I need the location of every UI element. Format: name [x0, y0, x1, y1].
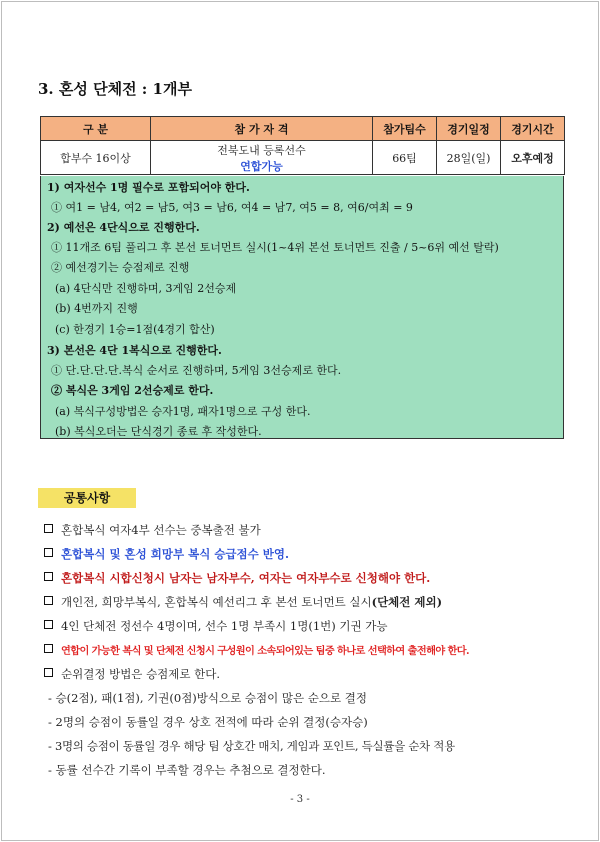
note-5: ② 예선경기는 승점제로 진행: [51, 261, 190, 274]
table-header-row: [41, 117, 565, 141]
note-1: 1) 여자선수 1명 필수로 포함되어야 한다.: [47, 181, 250, 194]
header-qualification: 참 가 자 격: [151, 117, 373, 141]
qualification-line2: 연합가능: [240, 159, 283, 173]
list-item: 혼합복식 및 혼성 희망부 복식 승급점수 반영.: [44, 546, 289, 562]
section-title: 3. 혼성 단체전 : 1개부: [38, 80, 192, 98]
list-item: 4인 단체전 정선수 4명이며, 선수 1명 부족시 1명(1번) 기권 가능: [44, 618, 388, 634]
sub-list-item: - 동률 선수간 기록이 부족할 경우는 추첨으로 결정한다.: [48, 763, 326, 777]
qualification-line1: 전북도내 등록선수: [217, 143, 306, 157]
note-7: (b) 4번까지 진행: [55, 302, 138, 315]
note-11: ② 복식은 3게임 2선승제로 한다.: [51, 384, 214, 397]
note-13: (b) 복식오더는 단식경기 종료 후 작성한다.: [55, 425, 262, 438]
event-table: [40, 116, 565, 175]
note-3: 2) 예선은 4단식으로 진행한다.: [47, 221, 200, 234]
sub-list-item: - 2명의 승점이 동률일 경우 상호 전적에 따라 순위 결정(승자승): [48, 715, 368, 729]
cell-teams: 66팀: [373, 141, 437, 175]
note-6: (a) 4단식만 진행하며, 3게임 2선승제: [55, 282, 237, 295]
list-item: 혼합복식 여자4부 선수는 중복출전 불가: [44, 522, 261, 538]
note-9: 3) 본선은 4단 1복식으로 진행한다.: [47, 344, 222, 357]
square-bullet-icon: [44, 620, 53, 629]
list-item: 혼합복식 시합신청시 남자는 남자부수, 여자는 여자부수로 신청해야 한다.: [44, 570, 430, 586]
cell-qualification: [151, 141, 373, 175]
note-12: (a) 복식구성방법은 승자1명, 패자1명으로 구성 한다.: [55, 405, 311, 418]
sub-list-item: - 3명의 승점이 동률일 경우 해당 팀 상호간 매치, 게임과 포인트, 득실률을 순차 적용: [48, 739, 455, 753]
note-8: (c) 한경기 1승=1점(4경기 합산): [55, 323, 215, 336]
note-10: ① 단.단.단.단.복식 순서로 진행하며, 5게임 3선승제로 한다.: [51, 364, 342, 377]
header-teams: 참가팀수: [373, 117, 437, 141]
page-number: - 3 -: [290, 794, 310, 805]
square-bullet-icon: [44, 596, 53, 605]
common-section-header: 공통사항: [38, 488, 136, 508]
cell-date: 28일(일): [437, 141, 501, 175]
cell-time: 오후예정: [501, 141, 565, 175]
square-bullet-icon: [44, 668, 53, 677]
header-category: 구 분: [41, 117, 151, 141]
list-item: 개인전, 희망부복식, 혼합복식 예선리그 후 본선 토너먼트 실시(단체전 제외): [44, 594, 442, 610]
square-bullet-icon: [44, 572, 53, 581]
square-bullet-icon: [44, 548, 53, 557]
note-4: ① 11개조 6팀 풀리그 후 본선 토너먼트 실시(1~4위 본선 토너먼트 진출 / 5~6위 예선 탈락): [51, 241, 499, 254]
list-item: 연합이 가능한 복식 및 단체전 신청시 구성원이 소속되어있는 팀중 하나로 선택하여 출전해야 한다.: [44, 642, 469, 657]
square-bullet-icon: [44, 524, 53, 533]
header-time: 경기시간: [501, 117, 565, 141]
square-bullet-icon: [44, 644, 53, 653]
note-2: ① 여1 = 남4, 여2 = 남5, 여3 = 남6, 여4 = 남7, 여5 = 8, 여6/여최 = 9: [51, 201, 413, 214]
table-row: [41, 141, 565, 175]
header-date: 경기일정: [437, 117, 501, 141]
sub-list-item: - 승(2점), 패(1점), 기권(0점)방식으로 승점이 많은 순으로 결정: [48, 691, 367, 705]
notes-box: [40, 176, 564, 439]
cell-category: 합부수 16이상: [41, 141, 151, 175]
list-item: 순위결정 방법은 승점제로 한다.: [44, 666, 220, 682]
